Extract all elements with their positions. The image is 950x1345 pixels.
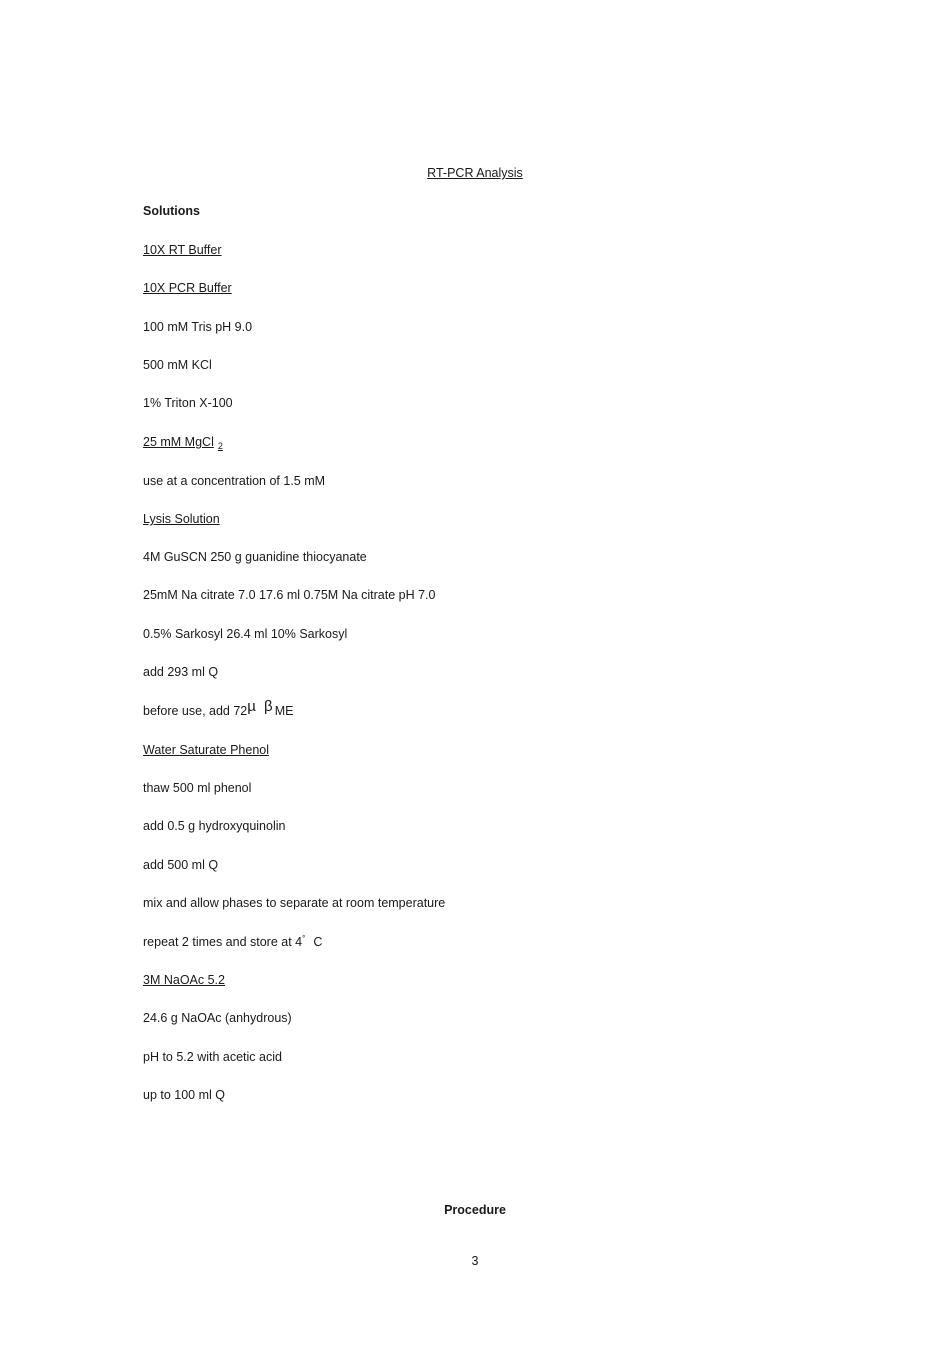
hydroxy-line: add 0.5 g hydroxyquinolin [143, 819, 286, 833]
before-use-line [143, 698, 294, 719]
mgcl-heading-text: 25 mM MgCl [143, 435, 214, 449]
repeat-unit: C [313, 935, 323, 949]
repeat-line [143, 934, 322, 952]
ph-line: pH to 5.2 with acetic acid [143, 1050, 282, 1064]
add-500-line: add 500 ml Q [143, 858, 219, 872]
kcl-line: 500 mM KCl [143, 358, 212, 372]
rt-buffer-heading: 10X RT Buffer [143, 243, 222, 257]
before-use-me: ME [274, 704, 294, 718]
document-title-text: RT-PCR Analysis [427, 166, 523, 180]
lysis-heading: Lysis Solution [143, 512, 220, 526]
document-title [0, 165, 950, 181]
thaw-line: thaw 500 ml phenol [143, 781, 252, 795]
tris-line: 100 mM Tris pH 9.0 [143, 320, 253, 334]
repeat-text: repeat 2 times and store at 4 [143, 935, 303, 949]
citrate-line: 25mM Na citrate 7.0 17.6 ml 0.75M Na citrate pH 7.0 [143, 588, 436, 602]
mgcl-heading [143, 434, 223, 454]
mix-line: mix and allow phases to separate at room temperature [143, 896, 446, 910]
before-use-text: before use, add 72 [143, 704, 248, 718]
sarkosyl-line: 0.5% Sarkosyl 26.4 ml 10% Sarkosyl [143, 627, 348, 641]
guscn-line: 4M GuSCN 250 g guanidine thiocyanate [143, 550, 367, 564]
mgcl-subscript: 2 [217, 441, 223, 451]
mu-beta-symbols: µ β [247, 698, 275, 715]
phenol-heading: Water Saturate Phenol [143, 743, 269, 757]
solutions-heading: Solutions [143, 204, 200, 218]
naoac-grams-line: 24.6 g NaOAc (anhydrous) [143, 1011, 292, 1025]
procedure-heading: Procedure [444, 1203, 506, 1217]
add-293-line: add 293 ml Q [143, 665, 219, 679]
naoac-heading: 3M NaOAc 5.2 [143, 973, 225, 987]
mgcl-use-line: use at a concentration of 1.5 mM [143, 474, 326, 488]
page-number: 3 [471, 1254, 479, 1268]
pcr-buffer-heading: 10X PCR Buffer [143, 281, 232, 295]
triton-line: 1% Triton X-100 [143, 396, 233, 410]
up-to-line: up to 100 ml Q [143, 1088, 225, 1102]
degree-symbol: ° [302, 934, 306, 943]
